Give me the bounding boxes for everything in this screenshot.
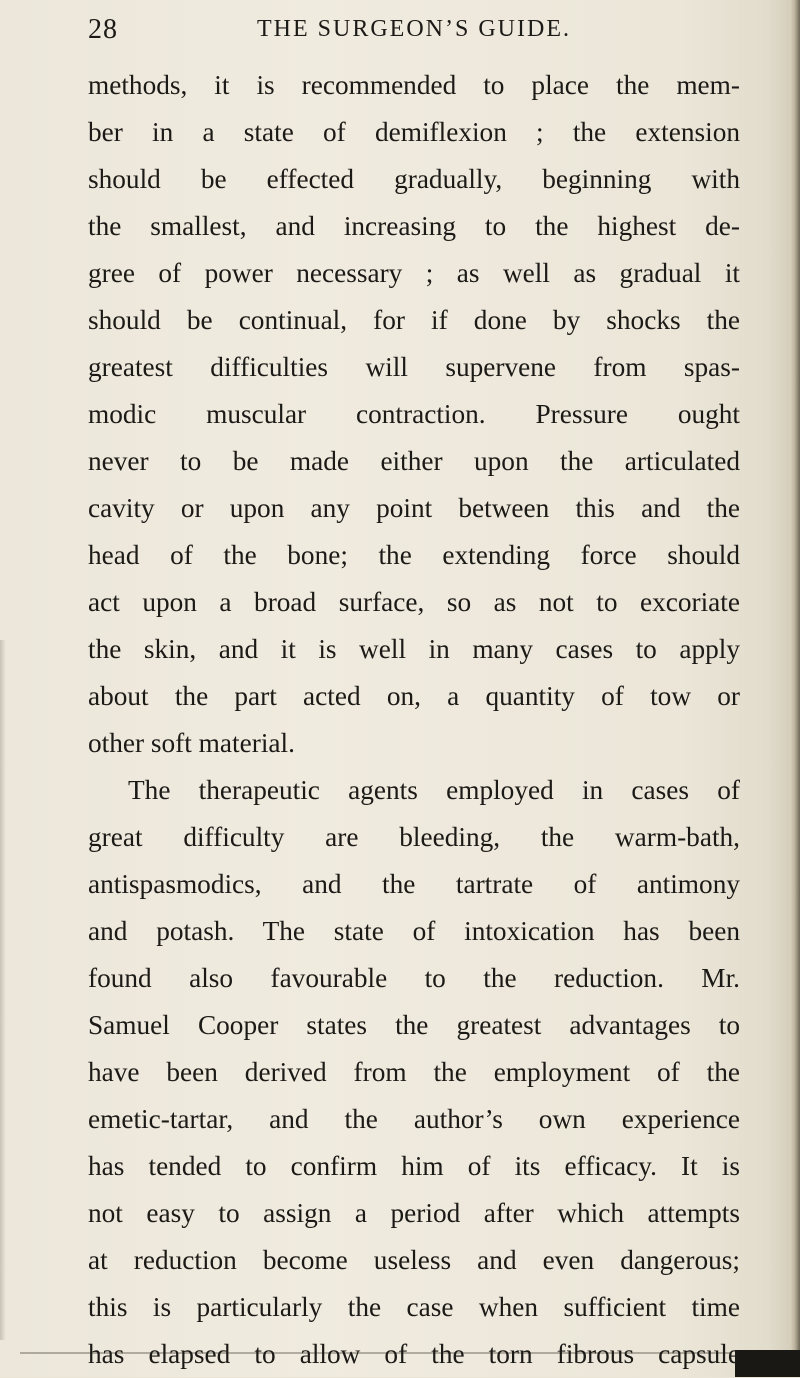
page-edge [790,0,800,1377]
text-line: act upon a broad surface, so as not to excoriate [88,587,740,617]
text-line: emetic-tartar, and the author’s own experience [88,1104,740,1134]
text-line: has elapsed to allow of the torn fibrous capsule [88,1339,740,1369]
text-line: Samuel Cooper states the greatest advantages to [88,1010,740,1040]
page-header [88,14,740,56]
text-line: should be effected gradually, beginning with [88,164,740,194]
text-line: at reduction become useless and even dangerous; [88,1245,740,1275]
page-gutter-shadow [0,640,6,1340]
text-line: head of the bone; the extending force should [88,540,740,570]
text-line: gree of power necessary ; as well as gradual it [88,258,740,288]
body-text [88,62,740,1378]
text-line: the smallest, and increasing to the highest de- [88,211,740,241]
text-line: the skin, and it is well in many cases to apply [88,634,740,664]
text-line: not easy to assign a period after which attempts [88,1198,740,1228]
text-line: should be continual, for if done by shocks the [88,305,740,335]
running-title: THE SURGEON’S GUIDE. [257,16,571,42]
text-line: and potash. The state of intoxication has been [88,916,740,946]
text-line: great difficulty are bleeding, the warm-bath, [88,822,740,852]
text-line: have been derived from the employment of the [88,1057,740,1087]
text-line: this is particularly the case when sufficient time [88,1292,740,1322]
text-line: methods, it is recommended to place the mem- [88,70,740,100]
text-line: never to be made either upon the articulated [88,446,740,476]
text-line: found also favourable to the reduction. Mr. [88,963,740,993]
text-line: ber in a state of demiflexion ; the extension [88,117,740,147]
text-line: modic muscular contraction. Pressure ought [88,399,740,429]
text-line: has tended to confirm him of its efficacy. It is [88,1151,740,1181]
text-line: greatest difficulties will supervene from spas- [88,352,740,382]
text-line: about the part acted on, a quantity of tow or [88,681,740,711]
scan-margin-block [735,1350,800,1377]
text-line: cavity or upon any point between this and the [88,493,740,523]
text-line: other soft material. [88,728,295,758]
page-number: 28 [88,14,118,45]
text-line: antispasmodics, and the tartrate of antimony [88,869,740,899]
text-line: The therapeutic agents employed in cases of [128,775,740,805]
